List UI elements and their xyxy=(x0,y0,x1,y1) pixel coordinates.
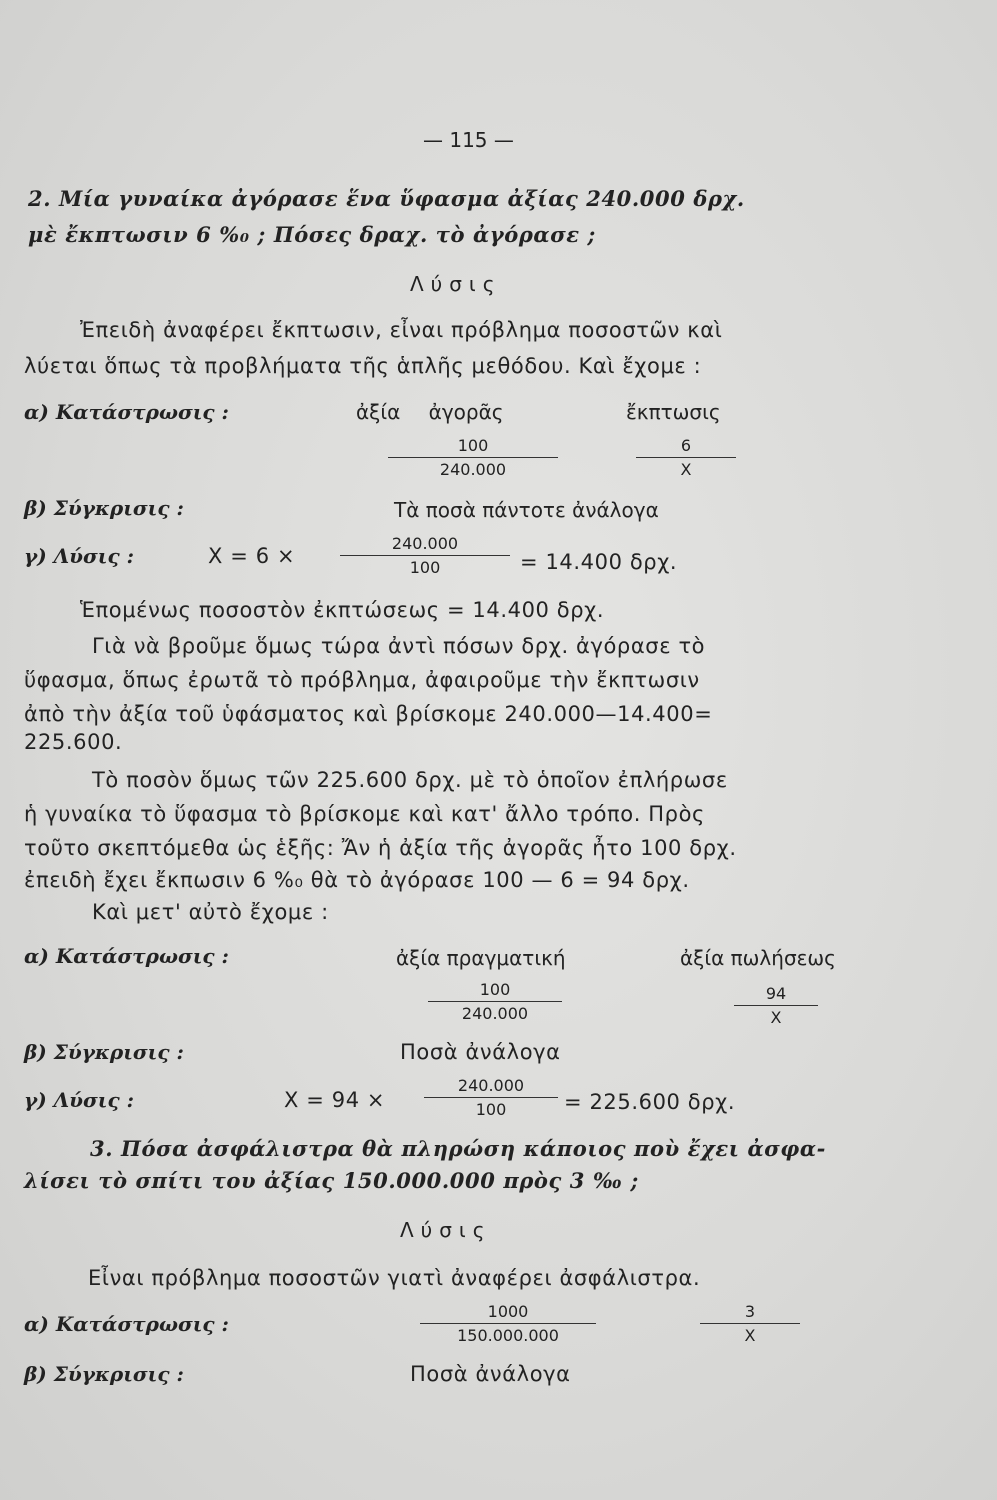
compare-2-label: β) Σύγκρισις : xyxy=(24,1040,184,1064)
paragraph-2-line-4: ἐπειδὴ ἔχει ἔκπωσιν 6 %₀ θὰ τὸ ἀγόρασε 100 — 6 = 94 δρχ. xyxy=(24,868,690,892)
fraction-sale-value xyxy=(734,984,818,1027)
page-number: — 115 — xyxy=(423,128,514,152)
col-header-purchase-value: ἀξία ἀγορᾶς xyxy=(356,400,504,424)
problem-3-line-2: λίσει τὸ σπίτι του ἀξίας 150.000.000 πρὸς 3 ‰ ; xyxy=(24,1168,639,1193)
equation-left: Χ = 6 × xyxy=(208,544,296,568)
fraction-numerator: 6 xyxy=(636,436,736,458)
fraction-denominator: Χ xyxy=(744,1326,756,1345)
result-line: Ἑπομένως ποσοστὸν ἐκπτώσεως = 14.400 δρχ. xyxy=(80,598,605,622)
compare-label: β) Σύγκρισις : xyxy=(24,496,184,520)
setup-3-label: α) Κατάστρωσις : xyxy=(24,1312,229,1336)
equation-2-right: = 225.600 δρχ. xyxy=(564,1090,736,1114)
fraction-denominator: 100 xyxy=(409,558,441,577)
compare-3-label: β) Σύγκρισις : xyxy=(24,1362,184,1386)
fraction-discount xyxy=(636,436,736,479)
compare-3-text: Ποσὰ ἀνάλογα xyxy=(410,1362,571,1386)
equation-2-fraction xyxy=(424,1076,558,1119)
problem-3-intro: Εἶναι πρόβλημα ποσοστῶν γιατὶ ἀναφέρει ἀσφάλιστρα. xyxy=(88,1266,701,1290)
setup-label: α) Κατάστρωσις : xyxy=(24,400,229,424)
fraction-numerator: 100 xyxy=(428,980,562,1002)
fraction-insurance xyxy=(700,1302,800,1345)
equation-fraction xyxy=(340,534,510,577)
fraction-numerator: 240.000 xyxy=(424,1076,558,1098)
equation-right: = 14.400 δρχ. xyxy=(520,550,678,574)
fraction-denominator: 240.000 xyxy=(461,1004,529,1023)
col-header-sale-value: ἀξία πωλήσεως xyxy=(680,946,836,970)
compare-text: Τὰ ποσὰ πάντοτε ἀνάλογα xyxy=(394,498,659,522)
col-header-discount: ἔκπτωσις xyxy=(626,400,721,424)
col-header-real-value: ἀξία πραγματική xyxy=(396,946,566,970)
solution-heading-3: Λύσις xyxy=(400,1218,492,1242)
fraction-denominator: 100 xyxy=(475,1100,507,1119)
fraction-denominator: Χ xyxy=(770,1008,782,1027)
intro-line-2: λύεται ὅπως τὰ προβλήματα τῆς ἁπλῆς μεθόδου. Καὶ ἔχομε : xyxy=(24,354,702,378)
fraction-numerator: 3 xyxy=(700,1302,800,1324)
solve-label: γ) Λύσις : xyxy=(24,544,134,568)
solve-2-label: γ) Λύσις : xyxy=(24,1088,134,1112)
paragraph-2-line-3: τοῦτο σκεπτόμεθα ὡς ἑξῆς: Ἄν ἡ ἀξία τῆς ἀγορᾶς ἦτο 100 δρχ. xyxy=(24,836,737,860)
paragraph-2-line-2: ἡ γυναίκα τὸ ὕφασμα τὸ βρίσκομε καὶ κατ' ἄλλο τρόπο. Πρὸς xyxy=(24,802,705,826)
problem-2-line-2: μὲ ἔκπτωσιν 6 %₀ ; Πόσες δραχ. τὸ ἀγόρασε ; xyxy=(28,222,596,247)
intro-line-1: Ἐπειδὴ ἀναφέρει ἔκπτωσιν, εἶναι πρόβλημα ποσοστῶν καὶ xyxy=(80,318,723,342)
fraction-numerator: 94 xyxy=(734,984,818,1006)
fraction-purchase xyxy=(388,436,558,479)
compare-2-text: Ποσὰ ἀνάλογα xyxy=(400,1040,561,1064)
solution-heading: Λύσις xyxy=(410,272,502,296)
setup-2-label: α) Κατάστρωσις : xyxy=(24,944,229,968)
fraction-denominator: 150.000.000 xyxy=(457,1326,559,1345)
paragraph-3: Καὶ μετ' αὐτὸ ἔχομε : xyxy=(92,900,329,924)
fraction-real-value xyxy=(428,980,562,1023)
fraction-denominator: 240.000 xyxy=(439,460,507,479)
problem-2-line-1: 2. Μία γυναίκα ἀγόρασε ἕνα ὕφασμα ἀξίας 240.000 δρχ. xyxy=(28,186,745,211)
paragraph-1-line-4: 225.600. xyxy=(24,730,123,754)
fraction-numerator: 1000 xyxy=(420,1302,596,1324)
fraction-numerator: 240.000 xyxy=(340,534,510,556)
paragraph-1-line-3: ἀπὸ τὴν ἀξία τοῦ ὑφάσματος καὶ βρίσκομε 240.000—14.400= xyxy=(24,702,713,726)
equation-2-left: Χ = 94 × xyxy=(284,1088,386,1112)
problem-3-line-1: 3. Πόσα ἀσφάλιστρα θὰ πληρώση κάποιος ποὺ ἔχει ἀσφα- xyxy=(90,1136,826,1161)
paragraph-1-line-2: ὕφασμα, ὅπως ἐρωτᾶ τὸ πρόβλημα, ἀφαιροῦμε τὴν ἔκπτωσιν xyxy=(24,668,700,692)
paragraph-1-line-1: Γιὰ νὰ βροῦμε ὅμως τώρα ἀντὶ πόσων δρχ. ἀγόρασε τὸ xyxy=(92,634,706,658)
fraction-house-value xyxy=(420,1302,596,1345)
paragraph-2-line-1: Τὸ ποσὸν ὅμως τῶν 225.600 δρχ. μὲ τὸ ὁποῖον ἐπλήρωσε xyxy=(92,768,728,792)
fraction-numerator: 100 xyxy=(388,436,558,458)
fraction-denominator: Χ xyxy=(680,460,692,479)
